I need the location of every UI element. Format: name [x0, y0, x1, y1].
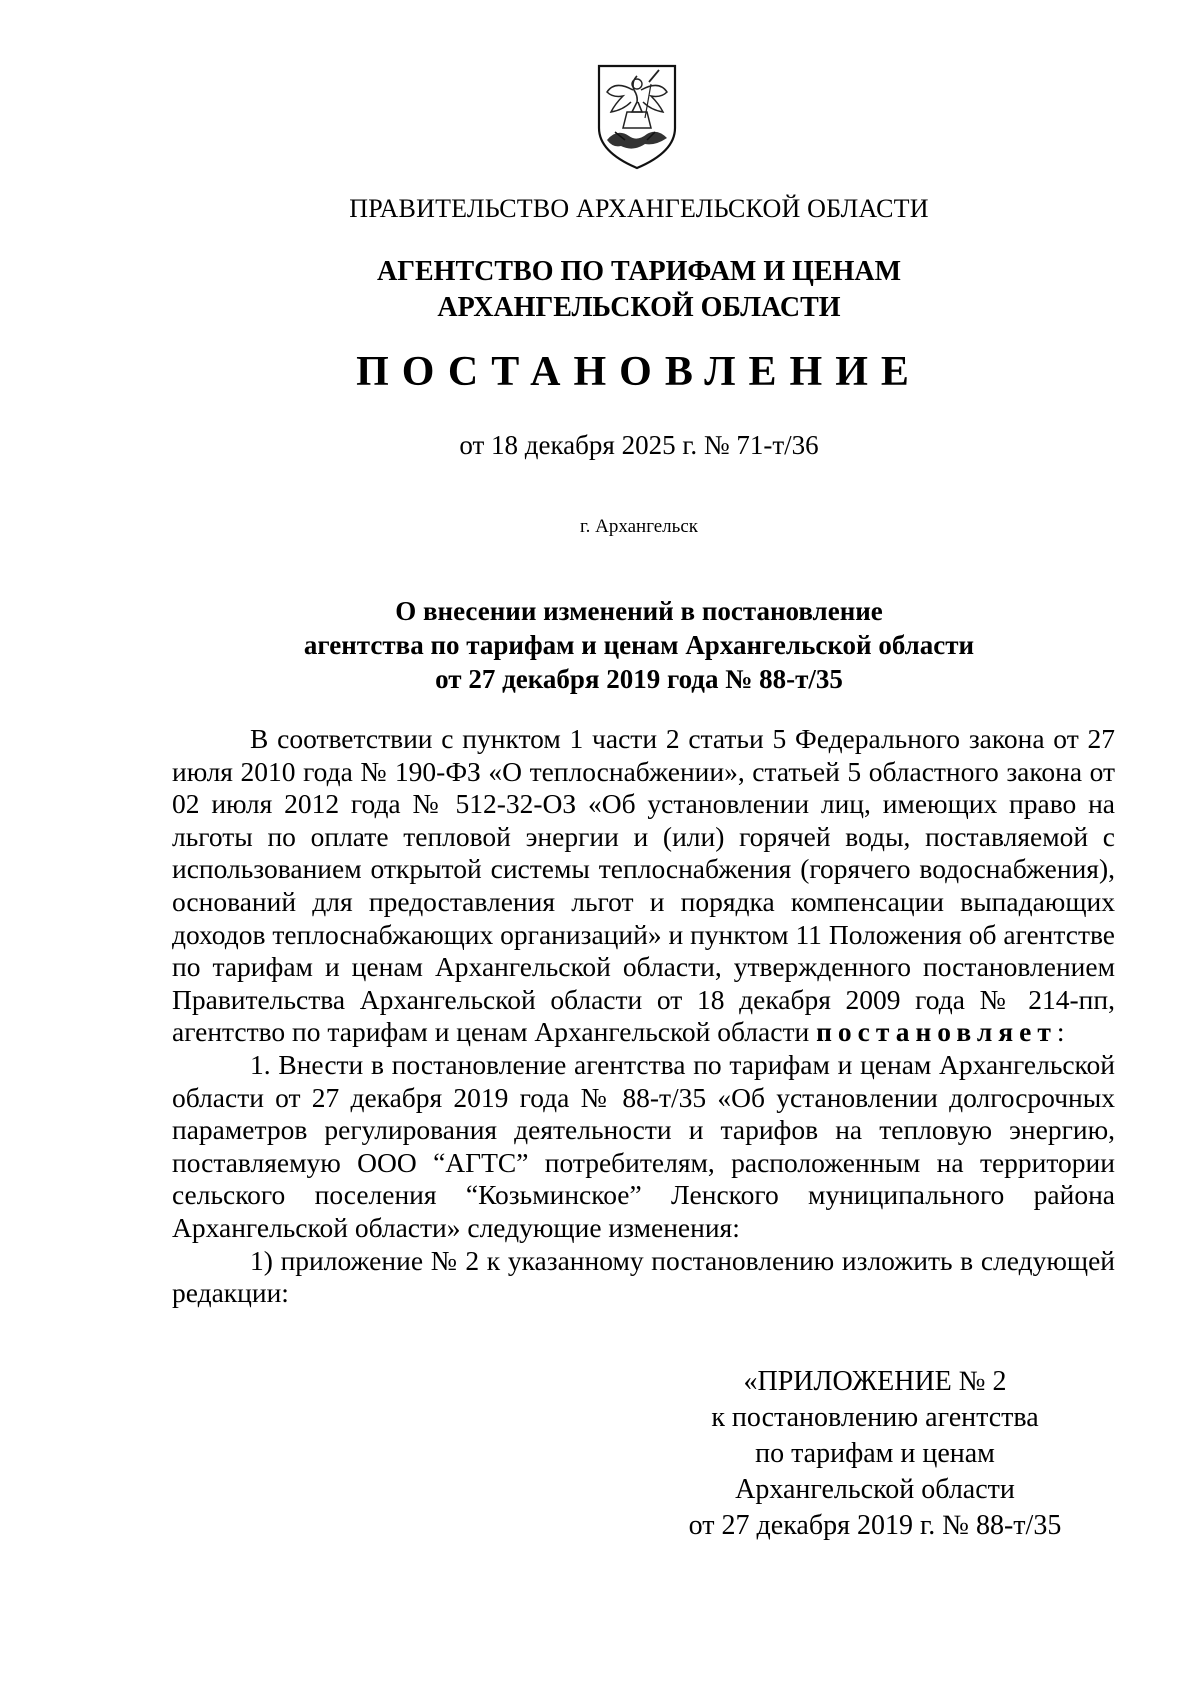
annex-header — [660, 1364, 1090, 1544]
annex-line5: от 27 декабря 2019 г. № 88-т/35 — [688, 1510, 1062, 1541]
city-name: г. Архангельск — [579, 516, 698, 537]
annex-line3: по тарифам и ценам — [755, 1438, 995, 1469]
arkhangelsk-coat-of-arms-icon — [593, 62, 681, 172]
subclause-1-paragraph: 1) приложение № 2 к указанному постановлению изложить в следующей редакции: — [172, 1244, 1115, 1309]
clause-1-paragraph: 1. Внести в постановление агентства по тарифам и ценам Архангельской области от 27 декабря 2019 года № 88-т/35 «Об установлении долгосрочных параметров регулирования деятельности и тарифов на тепловую энергию, поставляемую ООО “АГТС” потребителям, расположенным на территории сельского поселения “Козьминское” Ленского муниципального района Архангельской области» следующие изменения: — [172, 1048, 1115, 1243]
annex-line4: Архангельской области — [735, 1474, 1015, 1505]
preamble-text: В соответствии с пунктом 1 части 2 статьи 5 Федерального закона от 27 июля 2010 года № 190-ФЗ «О теплоснабжении», статьей 5 областного закона от 02 июля 2012 года № 512-32-ОЗ «Об установлении лиц, имеющих право на льготы по оплате тепловой энергии и (или) горячей воды, поставляемой с использованием открытой системы теплоснабжения (горячего водоснабжения), оснований для предоставления льгот и порядка компенсации выпадающих доходов теплоснабжающих организаций» и пунктом 11 Положения об агентстве по тарифам и ценам Архангельской области, утвержденного постановлением Правительства Архангельской области от 18 декабря 2009 года № 214-пп, агентство по тарифам и ценам Архангельской области — [172, 723, 1115, 1048]
document-type: ПОСТАНОВЛЕНИЕ — [356, 349, 922, 395]
preamble-paragraph — [172, 723, 1115, 1049]
document-title — [0, 594, 1200, 696]
document-title-line1: О внесении изменений в постановление — [395, 596, 883, 626]
document-number: от 18 декабря 2025 г. № 71-т/36 — [459, 430, 819, 460]
document-body — [172, 723, 1115, 1310]
annex-line2: к постановлению агентства — [711, 1402, 1039, 1433]
resolves-word: постановляет — [816, 1016, 1057, 1048]
agency-name-line2: АРХАНГЕЛЬСКОЙ ОБЛАСТИ — [437, 292, 841, 323]
document-title-line2: агентства по тарифам и ценам Архангельской области — [303, 630, 975, 660]
agency-name-line1: АГЕНТСТВО ПО ТАРИФАМ И ЦЕНАМ — [376, 256, 902, 287]
government-name: ПРАВИТЕЛЬСТВО АРХАНГЕЛЬСКОЙ ОБЛАСТИ — [349, 194, 929, 223]
document-title-line3: от 27 декабря 2019 года № 88-т/35 — [435, 664, 843, 694]
agency-name — [0, 254, 1200, 326]
annex-line1: «ПРИЛОЖЕНИЕ № 2 — [743, 1366, 1007, 1397]
preamble-end: : — [1056, 1016, 1065, 1048]
